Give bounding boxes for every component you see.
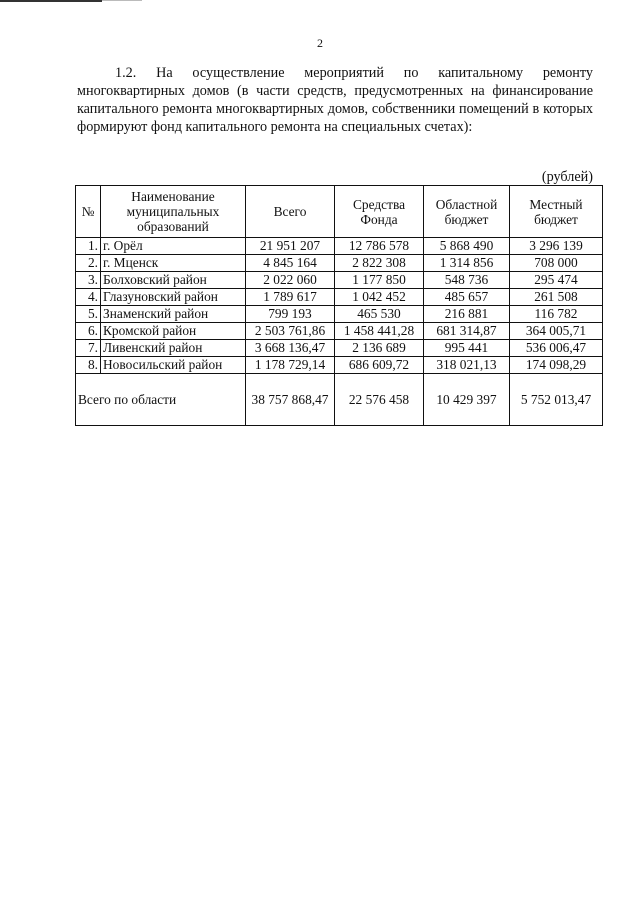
table-row: [76, 357, 603, 374]
body-paragraph: 1.2. На осуществление мероприятий по капитальному ремонту многоквартирных домов (в части средств, предусмотренных на финансирование капитального ремонта многоквартирных домов, собственники помещений в которых формируют фонд капитального ремонта на специальных счетах):: [77, 65, 593, 135]
table-row: [76, 238, 603, 255]
row-local: 364 005,71: [510, 323, 603, 340]
row-fund: 1 042 452: [335, 289, 424, 306]
row-regional: 681 314,87: [424, 323, 510, 340]
row-num: 2.: [76, 255, 101, 272]
row-num: 6.: [76, 323, 101, 340]
top-rule-faint: [102, 0, 142, 1]
row-fund: 1 177 850: [335, 272, 424, 289]
row-local: 261 508: [510, 289, 603, 306]
table-total-row: [76, 374, 603, 426]
row-regional: 318 021,13: [424, 357, 510, 374]
row-total: 4 845 164: [246, 255, 335, 272]
row-regional: 216 881: [424, 306, 510, 323]
row-name: Глазуновский район: [101, 289, 246, 306]
row-local: 116 782: [510, 306, 603, 323]
row-num: 4.: [76, 289, 101, 306]
row-fund: 12 786 578: [335, 238, 424, 255]
header-num: №: [76, 186, 101, 238]
table-row: [76, 340, 603, 357]
row-total: 1 789 617: [246, 289, 335, 306]
table-row: [76, 323, 603, 340]
row-num: 7.: [76, 340, 101, 357]
row-num: 1.: [76, 238, 101, 255]
header-name: Наименование муниципальных образований: [101, 186, 246, 238]
row-name: Знаменский район: [101, 306, 246, 323]
header-local: Местный бюджет: [510, 186, 603, 238]
row-total: 1 178 729,14: [246, 357, 335, 374]
table-row: [76, 289, 603, 306]
row-local: 536 006,47: [510, 340, 603, 357]
header-regional: Областной бюджет: [424, 186, 510, 238]
row-local: 295 474: [510, 272, 603, 289]
row-regional: 548 736: [424, 272, 510, 289]
header-total: Всего: [246, 186, 335, 238]
row-name: Кромской район: [101, 323, 246, 340]
row-name: г. Мценск: [101, 255, 246, 272]
row-fund: 1 458 441,28: [335, 323, 424, 340]
top-rule: [0, 0, 102, 2]
row-local: 174 098,29: [510, 357, 603, 374]
row-local: 3 296 139: [510, 238, 603, 255]
row-num: 3.: [76, 272, 101, 289]
row-regional: 485 657: [424, 289, 510, 306]
total-local: 5 752 013,47: [510, 374, 603, 426]
row-total: 2 503 761,86: [246, 323, 335, 340]
row-total: 2 022 060: [246, 272, 335, 289]
row-fund: 686 609,72: [335, 357, 424, 374]
table-row: [76, 272, 603, 289]
row-regional: 995 441: [424, 340, 510, 357]
row-local: 708 000: [510, 255, 603, 272]
row-num: 8.: [76, 357, 101, 374]
total-regional: 10 429 397: [424, 374, 510, 426]
units-label: (рублей): [541, 169, 593, 185]
total-total: 38 757 868,47: [246, 374, 335, 426]
row-fund: 465 530: [335, 306, 424, 323]
header-fund: Средства Фонда: [335, 186, 424, 238]
row-total: 799 193: [246, 306, 335, 323]
row-fund: 2 822 308: [335, 255, 424, 272]
row-total: 21 951 207: [246, 238, 335, 255]
page-number: 2: [317, 36, 323, 50]
total-label: Всего по области: [76, 374, 246, 426]
table-row: [76, 306, 603, 323]
row-fund: 2 136 689: [335, 340, 424, 357]
total-fund: 22 576 458: [335, 374, 424, 426]
row-name: г. Орёл: [101, 238, 246, 255]
row-num: 5.: [76, 306, 101, 323]
row-name: Новосильский район: [101, 357, 246, 374]
row-name: Ливенский район: [101, 340, 246, 357]
table-row: [76, 255, 603, 272]
row-name: Болховский район: [101, 272, 246, 289]
row-total: 3 668 136,47: [246, 340, 335, 357]
table-header-row: [76, 186, 603, 238]
row-regional: 5 868 490: [424, 238, 510, 255]
row-regional: 1 314 856: [424, 255, 510, 272]
funding-table: [75, 185, 603, 426]
